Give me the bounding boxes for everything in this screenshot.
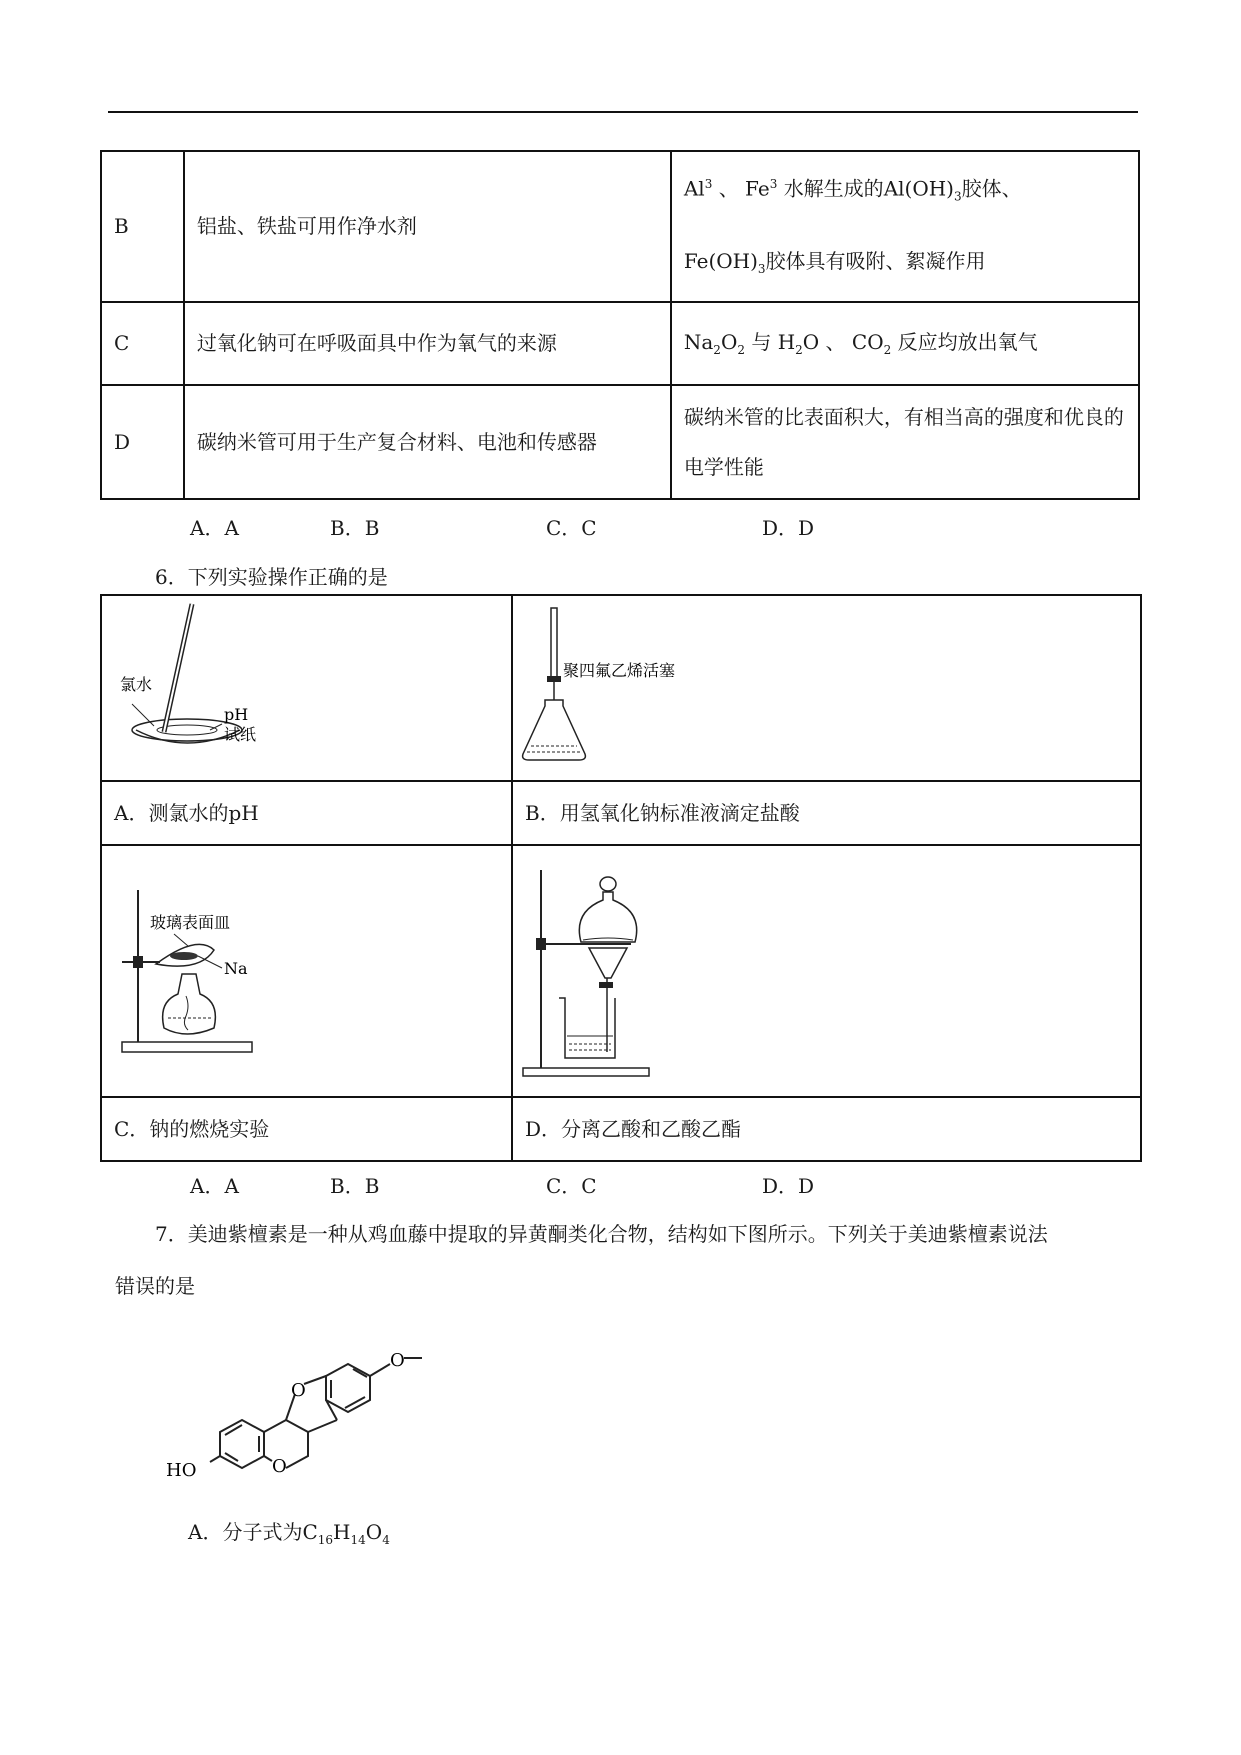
titration-diagram xyxy=(513,596,1140,773)
row-statement: 过氧化钠可在呼吸面具中作为氧气的来源 xyxy=(184,302,671,385)
structure-methoxy-o: O xyxy=(390,1350,405,1371)
caption-c: C．钠的燃烧实验 xyxy=(101,1097,512,1161)
label-na: Na xyxy=(224,959,248,978)
q6-table xyxy=(100,594,1142,1162)
option-b[interactable]: B．B xyxy=(330,516,380,540)
row-letter: D xyxy=(101,385,184,499)
caption-d: D．分离乙酸和乙酸乙酯 xyxy=(512,1097,1141,1161)
row-reason: 碳纳米管的比表面积大，有相当高的强度和优良的电学性能 xyxy=(671,385,1139,499)
option-d[interactable]: D．D xyxy=(762,1174,815,1198)
option-d[interactable]: D．D xyxy=(762,516,815,540)
row-reason: Al$^3$ 、 Fe$^3$ 水解生成的$Al(OH)_3$胶体、 $Fe(OH)_3$胶体具有吸附、絮凝作用 xyxy=(671,151,1139,302)
option-b[interactable]: B．B xyxy=(330,1174,380,1198)
q7-option-a[interactable]: A．分子式为$C_{16}H_{14}O_4$ xyxy=(188,1520,390,1547)
header-rule xyxy=(108,111,1138,113)
label-test-paper: 试纸 xyxy=(224,725,257,744)
row-reason: $Na_2O_2$ 与 $H_2O$ 、 $CO_2$ 反应均放出氧气 xyxy=(671,302,1139,385)
structure-o-furan: O xyxy=(291,1380,306,1401)
row-statement: 碳纳米管可用于生产复合材料、电池和传感器 xyxy=(184,385,671,499)
table-row xyxy=(101,385,1139,499)
table-row xyxy=(101,302,1139,385)
row-letter: B xyxy=(101,151,184,302)
medicarpin-structure xyxy=(160,1300,480,1500)
option-c[interactable]: C．C xyxy=(546,516,597,540)
figure-b xyxy=(512,595,1141,781)
figure-a xyxy=(101,595,512,781)
caption-a: A．测氯水的pH xyxy=(101,781,512,845)
figure-d xyxy=(512,845,1141,1097)
row-statement: 铝盐、铁盐可用作净水剂 xyxy=(184,151,671,302)
option-a[interactable]: A．A xyxy=(190,1174,239,1198)
q7-stem-line2: 错误的是 xyxy=(115,1274,195,1298)
ph-test-diagram xyxy=(102,596,511,773)
row-letter: C xyxy=(101,302,184,385)
separatory-funnel-diagram xyxy=(513,846,1140,1089)
sodium-combustion-diagram xyxy=(102,846,511,1089)
structure-o-pyran: O xyxy=(272,1456,287,1477)
option-a[interactable]: A．A xyxy=(190,516,239,540)
q7-stem-line1: 7．美迪紫檀素是一种从鸡血藤中提取的异黄酮类化合物，结构如下图所示。下列关于美迪紫檀素说法 xyxy=(155,1222,1048,1246)
structure-hydroxyl: HO xyxy=(166,1460,197,1481)
q6-stem: 6．下列实验操作正确的是 xyxy=(155,565,388,589)
label-ptfe-stopcock: 聚四氟乙烯活塞 xyxy=(563,661,676,680)
label-chlorine-water: 氯水 xyxy=(120,675,153,694)
label-ph: pH xyxy=(224,705,249,724)
option-c[interactable]: C．C xyxy=(546,1174,597,1198)
q5-table xyxy=(100,150,1140,500)
table-row xyxy=(101,151,1139,302)
label-watch-glass: 玻璃表面皿 xyxy=(150,913,231,932)
caption-b: B．用氢氧化钠标准液滴定盐酸 xyxy=(512,781,1141,845)
figure-c xyxy=(101,845,512,1097)
